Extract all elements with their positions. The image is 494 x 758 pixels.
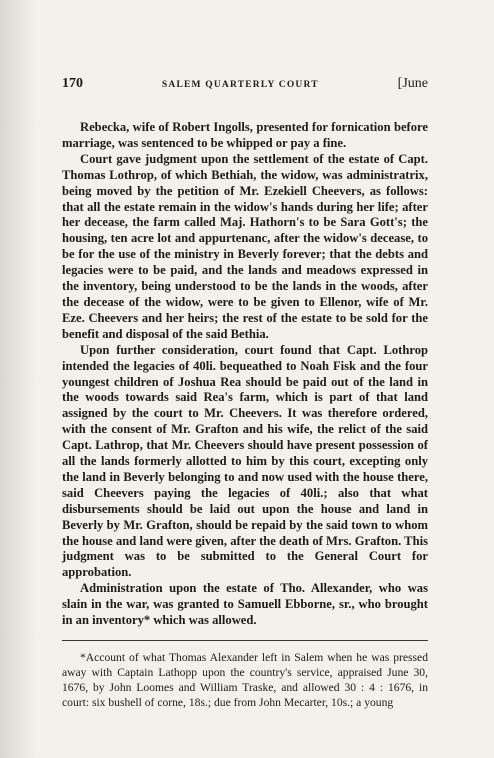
page-header — [62, 76, 428, 96]
body-text — [62, 120, 428, 629]
page-number: 170 — [62, 76, 83, 91]
scan-page-edge — [0, 0, 38, 758]
paragraph: Administration upon the estate of Tho. Allexander, who was slain in the war, was granted to Samuell Ebborne, sr., who brought in an inventory* which was allowed. — [62, 581, 428, 628]
footnote-text: *Account of what Thomas Alexander left in Salem when he was pressed away with Captain Lathopp upon the country's service, appraised June 30, 1676, by John Loomes and William Traske, and allowed 30 : 4 : 1676, in court: six bushell of corne, 18s.; due from John Mecarter, 10s.; a young — [62, 651, 428, 709]
paragraph: Court gave judgment upon the settlement of the estate of Capt. Thomas Lothrop, of which Bethiah, the widow, was administratrix, being moved by the petition of Mr. Ezekiell Cheevers, as follows: that all the estate remain in the widow's hands during her life; after her decease, the farm called Maj. Hathorn's to be Sara Gott's; the housing, ten acre lot and appurtenanc, after the widow's decease, to be for the use of the ministry in Beverly forever; that the debts and legacies were to be paid, and the lands and meadows expressed in the inventory, being understood to be the lands in the woods, after the decease of the widow, were to be given to Ellenor, wife of Mr. Eze. Cheevers and her heirs; the rest of the estate to be sold for the benefit and disposal of the said Bethia. — [62, 151, 428, 341]
header-month: [June — [397, 76, 428, 91]
footnote — [62, 651, 428, 711]
book-page — [62, 76, 428, 711]
running-title: SALEM QUARTERLY COURT — [161, 80, 319, 90]
paragraph: Upon further consideration, court found that Capt. Lothrop intended the legacies of 40li. bequeathed to Noah Fisk and the four youngest children of Joshua Rea should be paid out of the land in the woods towards said Rea's farm, which is part of that land assigned by the court to Mr. Cheevers. It was therefore ordered, with the consent of Mr. Grafton and his wife, the relict of the said Capt. Lathrop, that Mr. Cheevers should have present possession of all the lands formerly allotted to him by this court, excepting only the land in Beverly belonging to and now used with the house there, said Cheevers paying the legacies of 40li.; also that what disbursements should be laid out upon the house and land in Beverly by Mr. Grafton, should be repaid by the said town to whom the house and land were given, after the death of Mrs. Grafton. This judgment was to be submitted to the General Court for approbation. — [62, 342, 428, 580]
paragraph: Rebecka, wife of Robert Ingolls, presented for fornication before marriage, was sentenced to be whipped or pay a fine. — [62, 120, 428, 150]
footnote-divider — [62, 640, 428, 641]
